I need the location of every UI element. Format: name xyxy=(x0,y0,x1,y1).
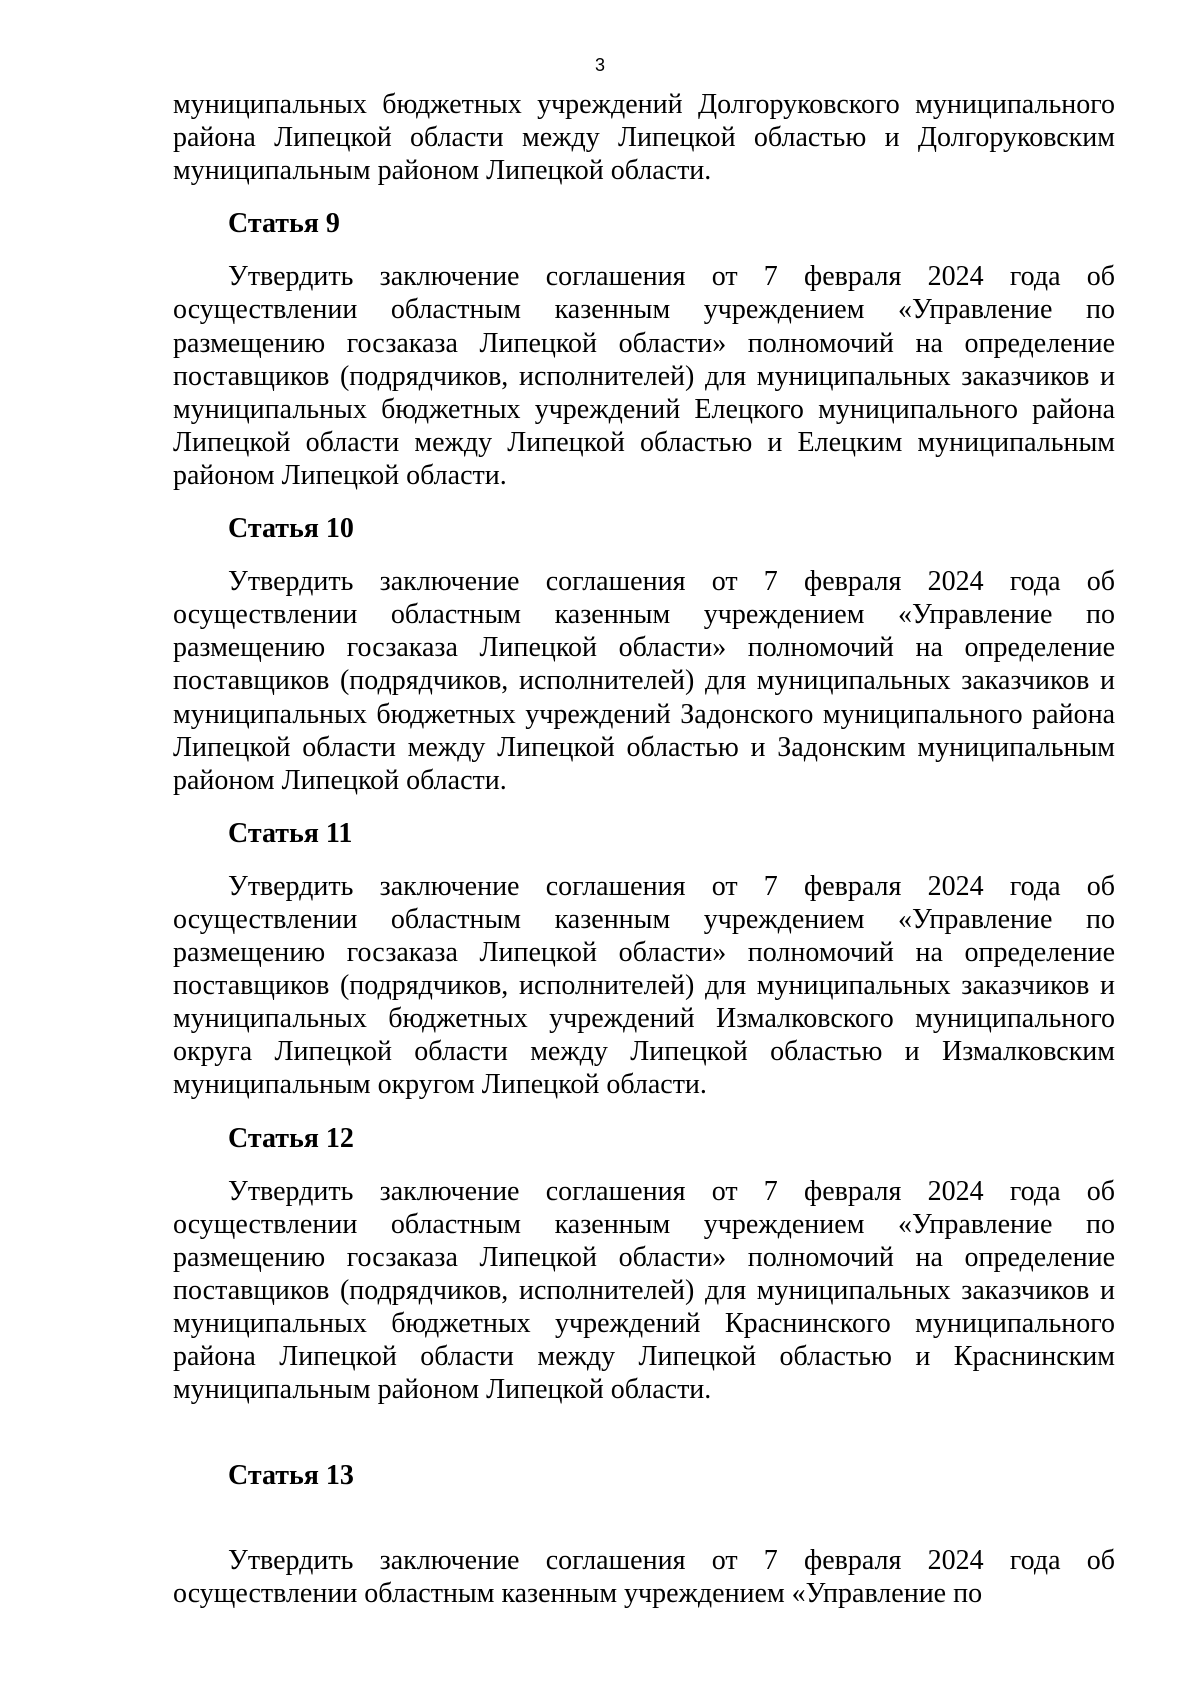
article-12-heading: Статья 12 xyxy=(228,1122,354,1154)
article-10-heading: Статья 10 xyxy=(228,513,354,545)
article-10-text: Утвердить заключение соглашения от 7 февраля 2024 года об осуществлении областным казенным учреждением «Управление по размещению госзаказа Липецкой области» полномочий на определение поставщиков (подрядчиков, исполнителей) для муниципальных заказчиков и муниципальных бюджетных учреждений Задонского муниципального района Липецкой области между Липецкой областью и Задонским муниципальным районом Липецкой области. xyxy=(173,566,1115,796)
document-body xyxy=(173,88,1115,1611)
intro-paragraph: муниципальных бюджетных учреждений Долгоруковского муниципального района Липецкой области между Липецкой областью и Долгоруковским муниципальным районом Липецкой области. xyxy=(173,89,1115,187)
article-13-text: Утвердить заключение соглашения от 7 февраля 2024 года об осуществлении областным казенным учреждением «Управление по xyxy=(173,1545,1115,1610)
article-9-heading: Статья 9 xyxy=(228,208,340,240)
article-9-text: Утвердить заключение соглашения от 7 февраля 2024 года об осуществлении областным казенным учреждением «Управление по размещению госзаказа Липецкой области» полномочий на определение поставщиков (подрядчиков, исполнителей) для муниципальных заказчиков и муниципальных бюджетных учреждений Елецкого муниципального района Липецкой области между Липецкой областью и Елецким муниципальным районом Липецкой области. xyxy=(173,261,1115,491)
article-11-heading: Статья 11 xyxy=(228,817,353,849)
article-13-heading: Статья 13 xyxy=(228,1460,354,1492)
article-12-text: Утвердить заключение соглашения от 7 февраля 2024 года об осуществлении областным казенным учреждением «Управление по размещению госзаказа Липецкой области» полномочий на определение поставщиков (подрядчиков, исполнителей) для муниципальных заказчиков и муниципальных бюджетных учреждений Краснинского муниципального района Липецкой области между Липецкой областью и Краснинским муниципальным районом Липецкой области. xyxy=(173,1175,1115,1406)
article-11-text: Утвердить заключение соглашения от 7 февраля 2024 года об осуществлении областным казенным учреждением «Управление по размещению госзаказа Липецкой области» полномочий на определение поставщиков (подрядчиков, исполнителей) для муниципальных заказчиков и муниципальных бюджетных учреждений Измалковского муниципального округа Липецкой области между Липецкой областью и Измалковским муниципальным округом Липецкой области. xyxy=(173,870,1115,1101)
page-number: 3 xyxy=(594,55,605,75)
